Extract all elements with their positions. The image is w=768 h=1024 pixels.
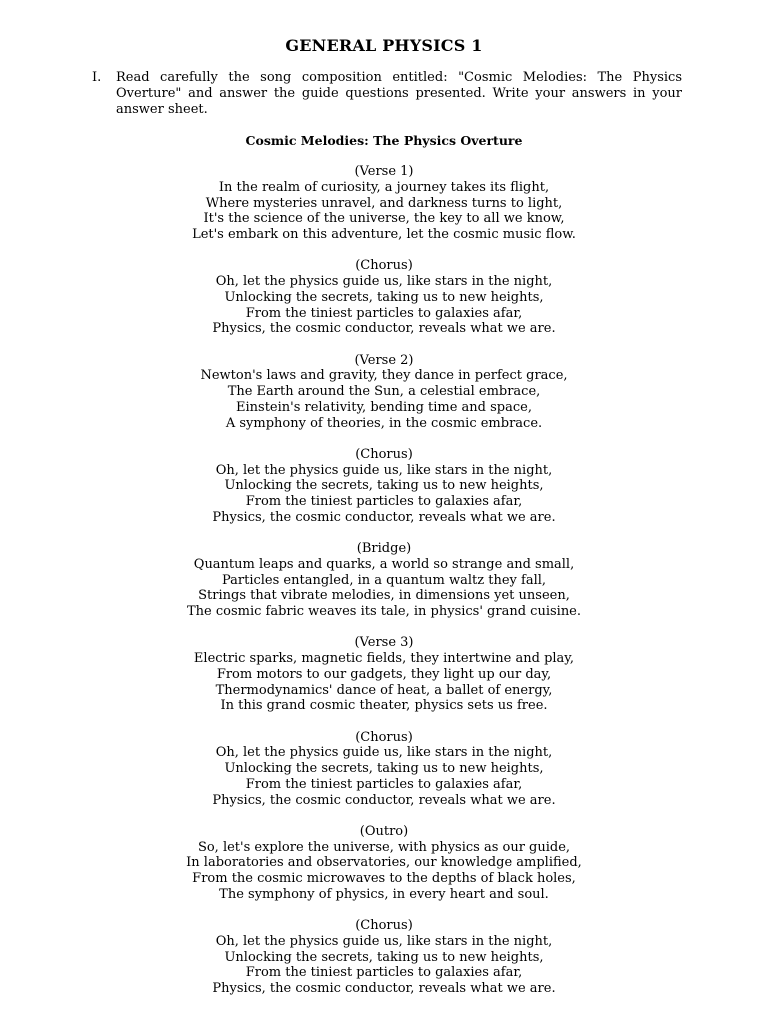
lyric-line: Let's embark on this adventure, let the cosmic music flow. [192, 227, 576, 242]
stanza-label: (Verse 3) [354, 635, 414, 651]
instruction-text: Read carefully the song composition entitled: "Cosmic Melodies: The Physics Overture" and answer the guide questions presented. Write your answers in your answer sheet. [116, 70, 682, 117]
lyric-line: Electric sparks, magnetic fields, they intertwine and play, [193, 651, 575, 666]
stanza-label: (Chorus) [355, 446, 413, 462]
stanza-label: (Chorus) [355, 918, 413, 933]
lyric-line: Physics, the cosmic conductor, reveals what we are. [212, 792, 556, 808]
lyric-line: From the tiniest particles to galaxies afar, [245, 494, 523, 509]
lyric-line: Oh, let the physics guide us, like stars in the night, [215, 274, 553, 289]
lyric-line: The Earth around the Sun, a celestial embrace, [227, 384, 541, 399]
stanza-label: (Verse 2) [354, 352, 414, 368]
lyric-line: Thermodynamics' dance of heat, a ballet of energy, [215, 682, 553, 698]
lyric-line: Physics, the cosmic conductor, reveals what we are. [212, 509, 556, 525]
stanza-label: (Bridge) [356, 541, 412, 556]
lyric-line: Where mysteries unravel, and darkness turns to light, [205, 195, 563, 211]
lyric-line: A symphony of theories, in the cosmic embrace. [225, 415, 543, 431]
lyric-line: Einstein's relativity, bending time and space, [236, 399, 532, 415]
lyric-line: In laboratories and observatories, our knowledge amplified, [186, 855, 582, 871]
stanza-label: (Outro) [359, 823, 409, 839]
lyric-line: In this grand cosmic theater, physics sets us free. [220, 698, 548, 714]
lyric-line: Unlocking the secrets, taking us to new heights, [224, 949, 544, 965]
instruction-item [92, 70, 682, 118]
stanza-outro [0, 824, 768, 903]
stanza-chorus [0, 258, 768, 337]
page-title: GENERAL PHYSICS 1 [285, 36, 483, 55]
stanza-bridge [0, 541, 768, 620]
lyric-line: From the tiniest particles to galaxies afar, [245, 305, 523, 321]
stanza-label: (Verse 1) [354, 164, 414, 179]
lyric-line: It's the science of the universe, the key to all we know, [203, 211, 565, 227]
lyric-line: The symphony of physics, in every heart and soul. [219, 886, 549, 902]
lyric-line: In the realm of curiosity, a journey takes its flight, [218, 179, 550, 195]
song-title: Cosmic Melodies: The Physics Overture [245, 133, 523, 148]
stanza-verse-1 [0, 164, 768, 243]
lyric-line: Physics, the cosmic conductor, reveals what we are. [212, 321, 556, 337]
lyric-line: Oh, let the physics guide us, like stars in the night, [215, 933, 553, 949]
lyric-line: Oh, let the physics guide us, like stars in the night, [215, 745, 553, 761]
stanza-chorus [0, 918, 768, 997]
lyric-line: Unlocking the secrets, taking us to new heights, [224, 478, 544, 494]
lyric-line: Physics, the cosmic conductor, reveals what we are. [212, 981, 556, 996]
lyric-line: Unlocking the secrets, taking us to new heights, [224, 761, 544, 776]
lyric-line: From the tiniest particles to galaxies afar, [245, 965, 523, 981]
lyric-line: From the tiniest particles to galaxies afar, [245, 776, 523, 792]
song-lyrics [0, 164, 768, 1012]
stanza-verse-2 [0, 353, 768, 432]
stanza-chorus [0, 730, 768, 809]
stanza-label: (Chorus) [355, 729, 413, 745]
lyric-line: Unlocking the secrets, taking us to new heights, [224, 289, 544, 305]
lyric-line: Quantum leaps and quarks, a world so strange and small, [193, 556, 575, 572]
stanza-label: (Chorus) [355, 258, 413, 274]
lyric-line: From motors to our gadgets, they light up our day, [216, 666, 552, 682]
lyric-line: From the cosmic microwaves to the depths of black holes, [192, 871, 576, 886]
lyric-line: Particles entangled, in a quantum waltz they fall, [221, 572, 547, 588]
stanza-chorus [0, 447, 768, 526]
lyric-line: The cosmic fabric weaves its tale, in physics' grand cuisine. [186, 604, 582, 619]
stanza-verse-3 [0, 635, 768, 714]
lyric-line: So, let's explore the universe, with physics as our guide, [197, 839, 571, 855]
lyric-line: Strings that vibrate melodies, in dimensions yet unseen, [198, 588, 570, 604]
lyric-line: Oh, let the physics guide us, like stars in the night, [215, 462, 553, 478]
instruction-number: I. [92, 70, 102, 85]
lyric-line: Newton's laws and gravity, they dance in perfect grace, [200, 368, 568, 384]
